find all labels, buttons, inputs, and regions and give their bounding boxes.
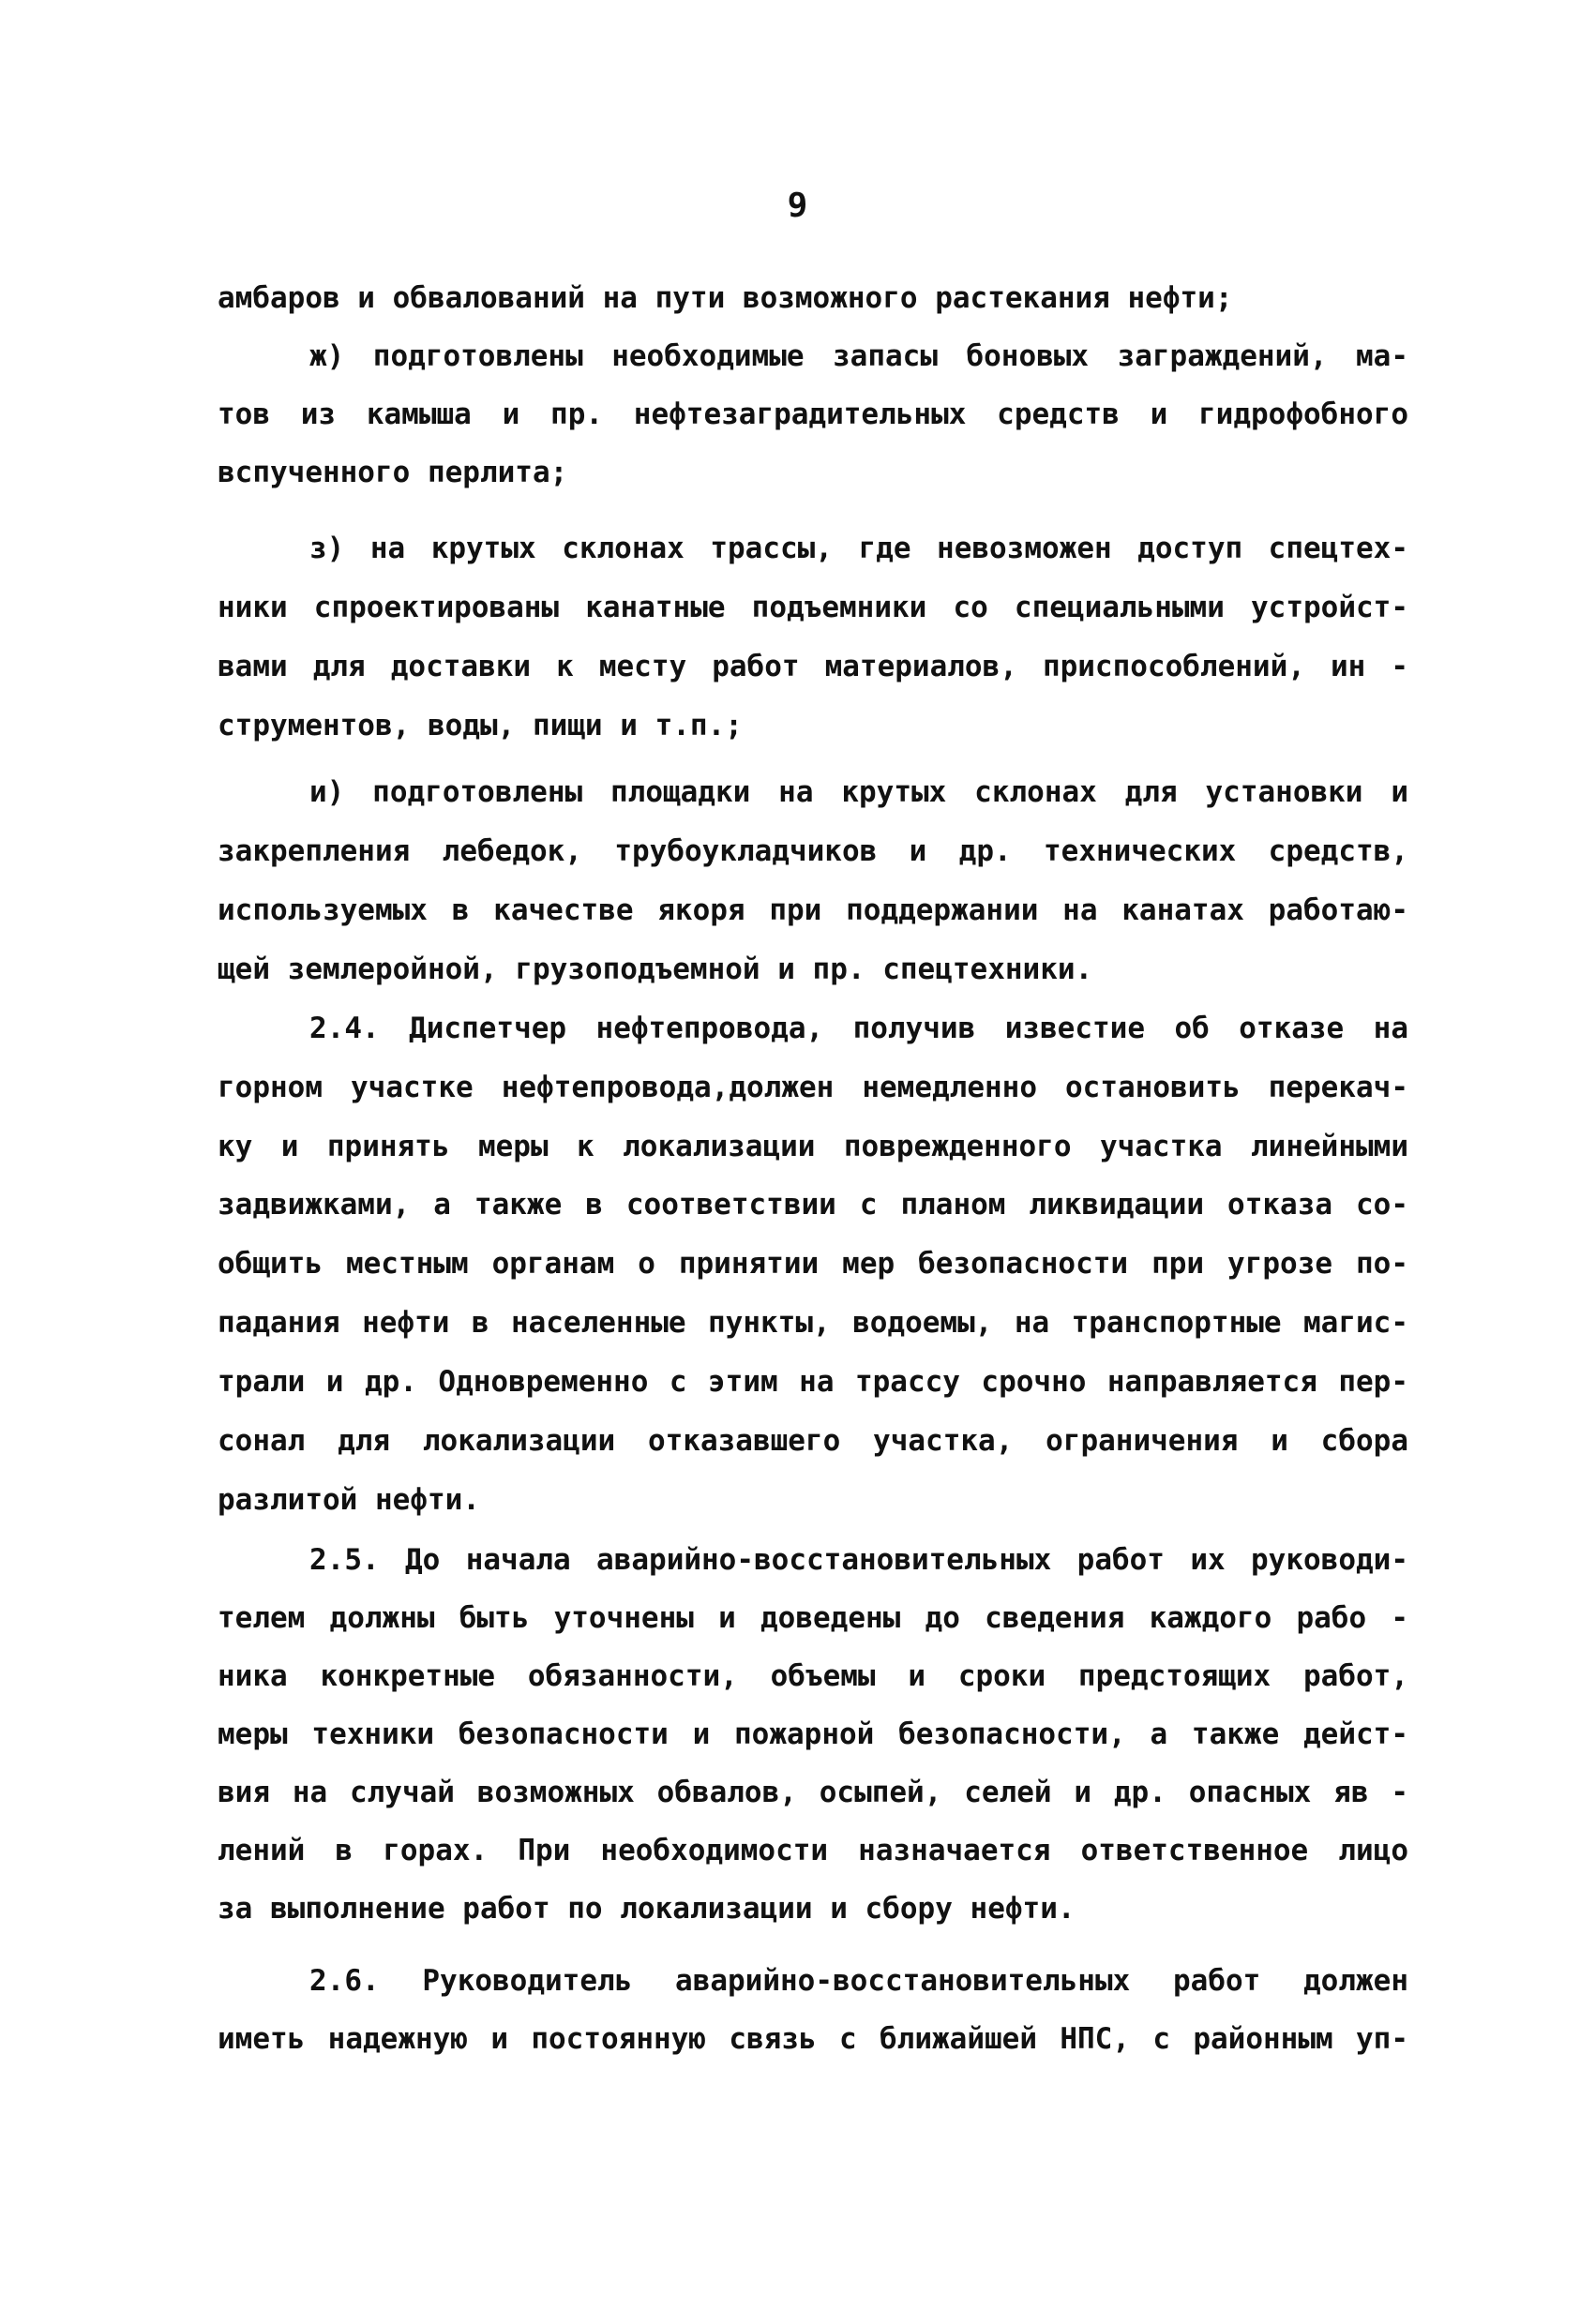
text-line: ж) подготовлены необходимые запасы боновых заграждений, ма- [309,339,1408,373]
text-line: лений в горах. При необходимости назначается ответственное лицо [218,1834,1408,1867]
text-line: вами для доставки к месту работ материалов, приспособлений, ин - [218,650,1408,683]
text-line: ника конкретные обязанности, объемы и сроки предстоящих работ, [218,1659,1408,1693]
text-line: общить местным органам о принятии мер безопасности при угрозе по- [218,1247,1408,1281]
text-line: разлитой нефти. [218,1483,480,1517]
text-line: и) подготовлены площадки на крутых склонах для установки и [309,775,1408,809]
text-line: вспученного перлита; [218,456,568,489]
text-line: струментов, воды, пищи и т.п.; [218,709,743,742]
text-line: за выполнение работ по локализации и сбору нефти. [218,1892,1076,1926]
page-number: 9 [787,187,808,225]
text-line: телем должны быть уточнены и доведены до сведения каждого рабо - [218,1601,1408,1635]
text-line: ники спроектированы канатные подъемники со специальными устройст- [218,591,1408,624]
text-line: горном участке нефтепровода,должен немедленно остановить перекач- [218,1071,1408,1104]
text-line: 2.4. Диспетчер нефтепровода, получив известие об отказе на [309,1012,1408,1045]
text-line: иметь надежную и постоянную связь с ближайшей НПС, с районным уп- [218,2022,1408,2056]
text-line: падания нефти в населенные пункты, водоемы, на транспортные магис- [218,1306,1408,1340]
text-line: з) на крутых склонах трассы, где невозможен доступ спецтех- [309,532,1408,565]
text-line: 2.5. До начала аварийно-восстановительных работ их руководи- [309,1543,1408,1577]
text-line: ку и принять меры к локализации поврежденного участка линейными [218,1130,1408,1163]
text-line: задвижками, а также в соответствии с планом ликвидации отказа со- [218,1188,1408,1222]
text-line: меры техники безопасности и пожарной безопасности, а также дейст- [218,1717,1408,1751]
text-line: щей землеройной, грузоподъемной и пр. спецтехники. [218,952,1093,986]
text-line: трали и др. Одновременно с этим на трассу срочно направляется пер- [218,1365,1408,1399]
text-line: вия на случай возможных обвалов, осыпей, селей и др. опасных яв - [218,1776,1408,1809]
text-line: используемых в качестве якоря при поддержании на канатах работаю- [218,893,1408,927]
text-line: тов из камыша и пр. нефтезаградительных средств и гидрофобного [218,397,1408,431]
text-line: 2.6. Руководитель аварийно-восстановительных работ должен [309,1964,1408,1998]
text-line: амбаров и обвалований на пути возможного растекания нефти; [218,281,1233,315]
text-line: сонал для локализации отказавшего участка, ограничения и сбора [218,1424,1408,1458]
text-line: закрепления лебедок, трубоукладчиков и др. технических средств, [218,834,1408,868]
